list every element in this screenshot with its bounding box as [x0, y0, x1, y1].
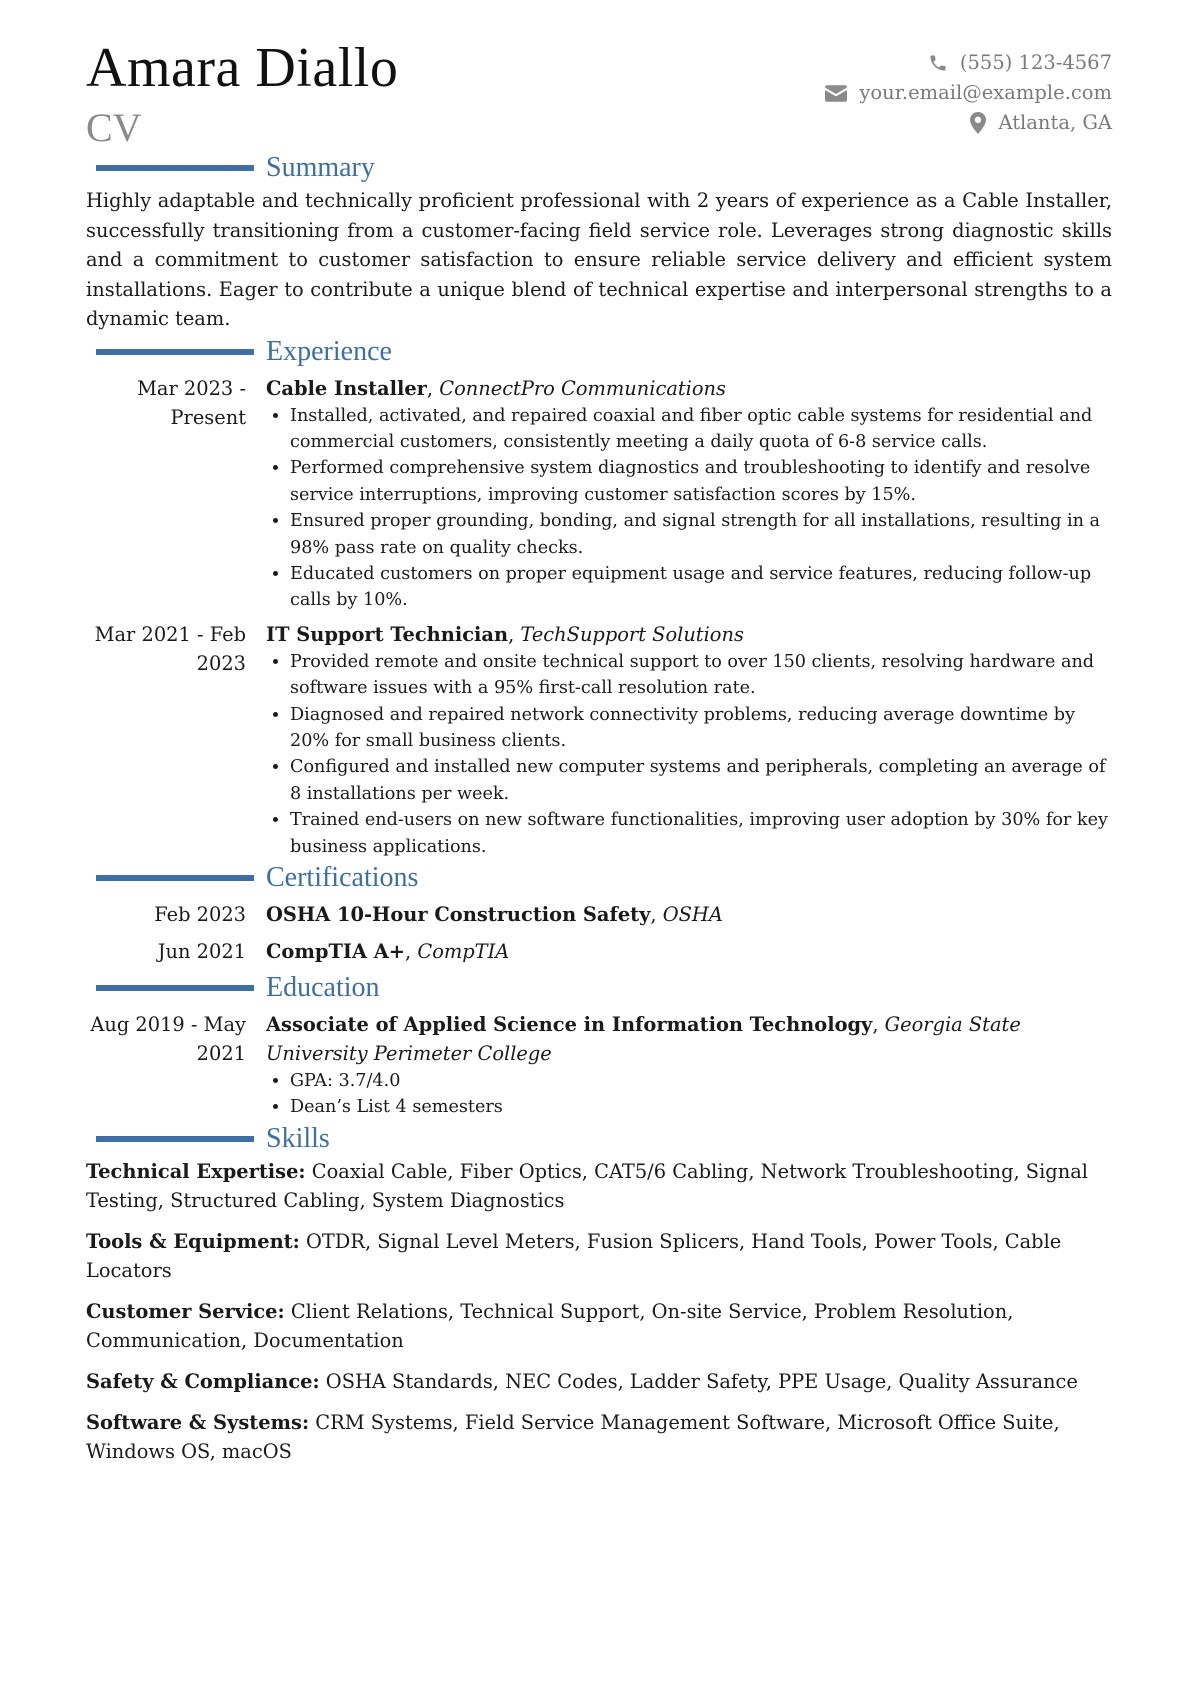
skill-label: Tools & Equipment:	[86, 1229, 300, 1253]
contact-phone	[825, 48, 1112, 78]
list-item: • Educated customers on proper equipment usage and service features, reducing follow-up calls by 10%.	[290, 561, 1112, 614]
entry-body: Cable Installer, ConnectPro Communications • Installed, activated, and repaired coaxial and fiber optic cable systems for residential and commercial customers, consistently meeting a daily quota of 6-8 service calls. • Performed comprehensive system diagnostics and troubleshooting to identify and resolve service interruptions, improving customer satisfaction scores by 15%. • Ensured proper grounding, bonding, and signal strength for all installations, resulting in a 98% pass rate on quality checks. • Educated customers on proper equipment usage and service features, reducing follow-up calls by 10%.	[266, 374, 1112, 614]
skill-row	[86, 1408, 1112, 1466]
summary-heading	[96, 150, 1112, 186]
section-accent-bar	[96, 165, 254, 171]
skill-label: Safety & Compliance:	[86, 1369, 320, 1393]
section-title: Summary	[266, 152, 375, 183]
certification-title: CompTIA A+	[266, 940, 406, 963]
job-title: Cable Installer	[266, 376, 427, 400]
experience-entry	[86, 620, 1112, 860]
skill-label: Customer Service:	[86, 1299, 285, 1323]
entry-date: Feb 2023	[154, 903, 246, 926]
section-accent-bar	[96, 1136, 254, 1142]
company-name: TechSupport Solutions	[520, 622, 744, 646]
skill-label: Technical Expertise:	[86, 1159, 306, 1183]
school-name: Georgia State University Perimeter College	[266, 1013, 1021, 1065]
entry-body: CompTIA A+, CompTIA	[266, 940, 510, 963]
section-accent-bar	[96, 875, 254, 881]
skill-value: Coaxial Cable, Fiber Optics, CAT5/6 Cabling, Network Troubleshooting, Signal Testing, Structured Cabling, System Diagnostics	[86, 1159, 1088, 1212]
certification-entry	[86, 896, 1112, 933]
list-item: • Configured and installed new computer systems and peripherals, completing an average of 8 installations per week.	[290, 754, 1112, 807]
job-title: IT Support Technician	[266, 622, 509, 646]
document-subtitle: CV	[86, 105, 142, 150]
entry-body: OSHA 10-Hour Construction Safety, OSHA	[266, 903, 723, 926]
section-title: Skills	[266, 1122, 330, 1154]
resume-header	[86, 37, 1112, 150]
list-item: • Diagnosed and repaired network connectivity problems, reducing average downtime by 20% for small business clients.	[290, 702, 1112, 755]
list-item: • Performed comprehensive system diagnostics and troubleshooting to identify and resolve service interruptions, improving customer satisfaction scores by 15%.	[290, 455, 1112, 508]
skill-row	[86, 1297, 1112, 1355]
list-item: • Dean’s List 4 semesters	[290, 1094, 1112, 1120]
education-entry	[86, 1010, 1112, 1121]
contact-location	[825, 108, 1112, 138]
skill-row	[86, 1227, 1112, 1285]
contact-email	[825, 78, 1112, 108]
section-title: Education	[266, 972, 380, 1003]
education-heading	[96, 970, 1112, 1006]
list-item: • Trained end-users on new software functionalities, improving user adoption by 30% for key business applications.	[290, 807, 1112, 860]
resume-page	[86, 37, 1112, 1478]
entry-date: Mar 2021 - Feb 2023	[94, 622, 246, 675]
certification-entry	[86, 933, 1112, 970]
email-text: your.email@example.com	[859, 81, 1112, 104]
phone-text: (555) 123-4567	[959, 51, 1112, 74]
phone-icon	[928, 53, 948, 73]
skill-value: CRM Systems, Field Service Management Software, Microsoft Office Suite, Windows OS, macOS	[86, 1410, 1060, 1463]
contact-info	[825, 48, 1112, 138]
summary-text: Highly adaptable and technically proficient professional with 2 years of experience as a Cable Installer, successfully transitioning from a customer-facing field service role. Leverages strong diagnostic skills and a commitment to customer satisfaction to ensure reliable service delivery and efficient system installations. Eager to contribute a unique blend of technical expertise and interpersonal strengths to a dynamic team.	[86, 189, 1112, 330]
map-marker-icon	[970, 112, 986, 134]
entry-date: Mar 2023 - Present	[137, 376, 246, 429]
bullet-list	[266, 1068, 1112, 1121]
candidate-name: Amara Diallo	[86, 37, 399, 99]
list-item: • Installed, activated, and repaired coaxial and fiber optic cable systems for residential and commercial customers, consistently meeting a daily quota of 6-8 service calls.	[290, 403, 1112, 456]
skill-row	[86, 1157, 1112, 1215]
degree-title: Associate of Applied Science in Information Technology	[266, 1013, 873, 1036]
bullet-list	[266, 649, 1112, 860]
experience-entry	[86, 374, 1112, 614]
skill-value: OSHA Standards, NEC Codes, Ladder Safety, PPE Usage, Quality Assurance	[325, 1369, 1078, 1393]
envelope-icon	[825, 85, 847, 102]
certification-issuer: CompTIA	[417, 940, 510, 963]
entry-date: Aug 2019 - May 2021	[90, 1013, 246, 1065]
list-item: • Ensured proper grounding, bonding, and signal strength for all installations, resulting in a 98% pass rate on quality checks.	[290, 508, 1112, 561]
certification-title: OSHA 10-Hour Construction Safety	[266, 903, 651, 926]
section-title: Experience	[266, 335, 392, 367]
skill-value: OTDR, Signal Level Meters, Fusion Splicers, Hand Tools, Power Tools, Cable Locators	[86, 1229, 1062, 1282]
entry-body: IT Support Technician, TechSupport Solutions • Provided remote and onsite technical support to over 150 clients, resolving hardware and software issues with a 95% first-call resolution rate. • Diagnosed and repaired network connectivity problems, reducing average downtime by 20% for small business clients. • Configured and installed new computer systems and peripherals, completing an average of 8 installations per week. • Trained end-users on new software functionalities, improving user adoption by 30% for key business applications.	[266, 620, 1112, 860]
list-item: • GPA: 3.7/4.0	[290, 1068, 1112, 1094]
skill-value: Client Relations, Technical Support, On-site Service, Problem Resolution, Communication, Documentation	[86, 1299, 1014, 1352]
section-title: Certifications	[266, 862, 419, 893]
entry-date: Jun 2021	[157, 940, 246, 963]
entry-body: Associate of Applied Science in Information Technology, Georgia State University Perimeter College • GPA: 3.7/4.0 • Dean’s List 4 semesters	[266, 1010, 1112, 1121]
section-accent-bar	[96, 985, 254, 991]
certifications-heading	[96, 860, 1112, 896]
company-name: ConnectPro Communications	[439, 376, 726, 400]
experience-heading	[96, 334, 1112, 370]
skill-label: Software & Systems:	[86, 1410, 310, 1434]
skills-heading	[96, 1121, 1112, 1157]
certification-issuer: OSHA	[662, 903, 723, 926]
bullet-list	[266, 403, 1112, 614]
location-text: Atlanta, GA	[998, 111, 1112, 134]
section-accent-bar	[96, 349, 254, 355]
skill-row	[86, 1367, 1112, 1396]
list-item: • Provided remote and onsite technical support to over 150 clients, resolving hardware and software issues with a 95% first-call resolution rate.	[290, 649, 1112, 702]
